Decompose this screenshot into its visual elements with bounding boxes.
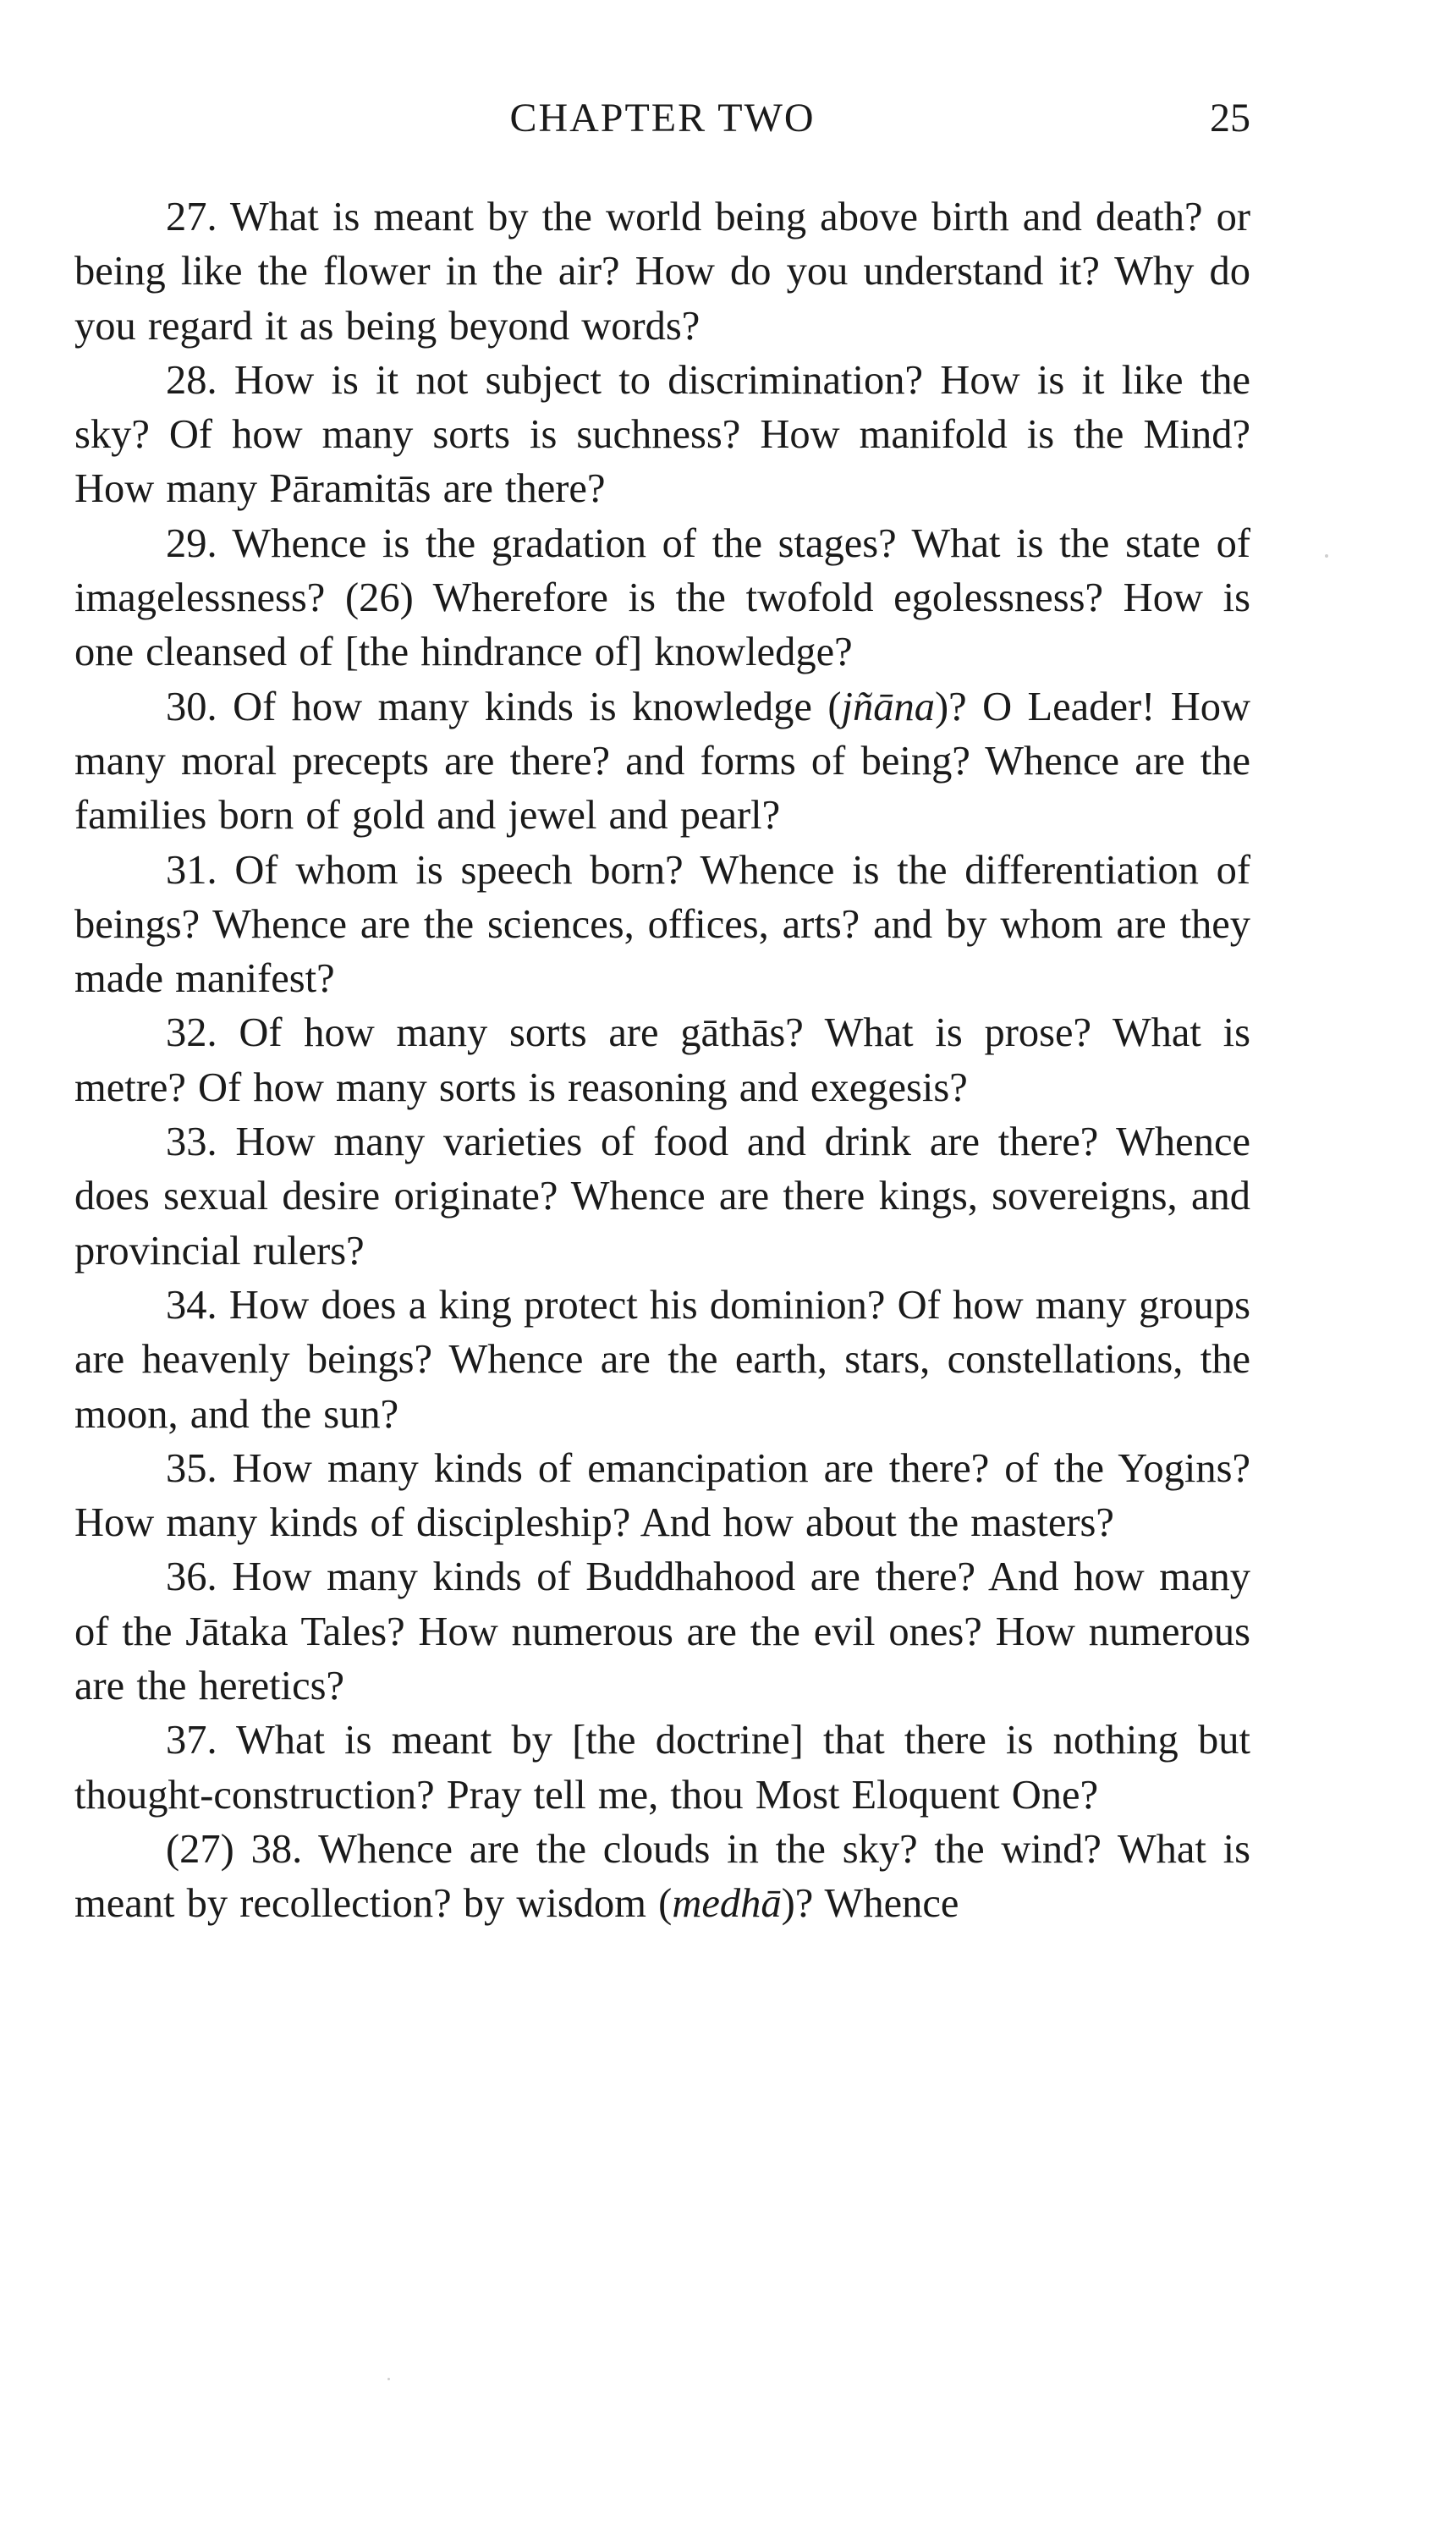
paragraph-number: 27. [166,195,217,239]
paragraph-text: How many kinds of Buddhahood are there? And how many of the Jātaka Tales? How numerous are the evil ones? How numerous are the heretics? [74,1554,1251,1709]
paragraph-36 [74,1550,1250,1714]
paragraph-text: Whence are the clouds in the sky? the wind? What is meant by recollection? by wisdom ( [74,1826,1250,1927]
body-text [74,190,1250,1932]
page-number: 25 [1210,96,1250,140]
scan-speck [1325,554,1328,558]
paragraph-37 [74,1714,1250,1823]
paragraph-text: What is meant by [the doctrine] that there is nothing but thought-construction? Pray tell me, thou Most Eloquent One? [74,1718,1250,1818]
paragraph-30 [74,680,1250,844]
paragraph-31 [74,844,1250,1007]
paragraph-number: 31. [166,847,217,893]
paragraph-number: 33. [166,1119,217,1165]
paragraph-33 [74,1115,1250,1279]
paragraph-text: Of how many kinds is knowledge ( [233,684,842,729]
paragraph-number: 35. [166,1445,217,1491]
paragraph-text: What is meant by the world being above birth and death? or being like the flower in the air? How do you understand it? Why do you regard it as being beyond words? [74,195,1251,349]
paragraph-text: Of how many sorts are gāthās? What is prose? What is metre? Of how many sorts is reasoning and exegesis? [74,1010,1250,1110]
scan-speck [387,2378,390,2380]
paragraph-text: How does a king protect his dominion? Of how many groups are heavenly beings? Whence are the earth, stars, constellations, the moon, and the sun? [74,1282,1250,1437]
paragraph-number: 38. [250,1826,303,1872]
paragraph-text: Wherefore is the twofold egolessness? How is one cleansed of [the hindrance of] knowledge? [74,575,1251,675]
paragraph-number: 37. [166,1718,217,1763]
paragraph-28 [74,354,1250,517]
paragraph-text: )? Whence [781,1881,959,1927]
paragraph-27 [74,190,1250,354]
paragraph-text: How is it not subject to discrimination? How is it like the sky? Of how many sorts is suchness? How manifold is the Mind? How many Pāramitās are there? [74,357,1251,512]
paragraph-number: 34. [166,1282,217,1328]
paragraph-38 [74,1823,1250,1932]
paragraph-text: Of whom is speech born? Whence is the differentiation of beings? Whence are the sciences, offices, arts? and by whom are they made manifest? [74,847,1251,1002]
paragraph-number: 36. [166,1554,217,1600]
paragraph-32 [74,1006,1250,1115]
paragraph-number: 28. [166,357,217,403]
paragraph-number: 29. [166,520,217,566]
paragraph-text: How many varieties of food and drink are there? Whence does sexual desire originate? Whence are there kings, sovereigns, and provincial rulers? [74,1119,1251,1274]
source-page-marker: (26) [345,575,414,621]
chapter-title: CHAPTER TWO [509,96,816,140]
paragraph-number: 30. [166,684,217,729]
paragraph-text: )? O Leader! How many moral precepts are there? and forms of being? Whence are the families born of gold and jewel and pearl? [74,684,1251,839]
italic-term: jñāna [841,684,935,729]
paragraph-29 [74,517,1250,680]
source-page-marker: (27) [166,1826,234,1872]
paragraph-35 [74,1442,1250,1551]
running-head [74,95,1250,146]
paragraph-34 [74,1279,1250,1442]
italic-term: medhā [672,1881,782,1927]
paragraph-text: How many kinds of emancipation are there? of the Yogins? How many kinds of discipleship? And how about the masters? [74,1445,1250,1546]
paragraph-number: 32. [166,1010,217,1056]
paragraph-text: Whence is the gradation of the stages? What is the state of imagelessness? [74,520,1251,621]
